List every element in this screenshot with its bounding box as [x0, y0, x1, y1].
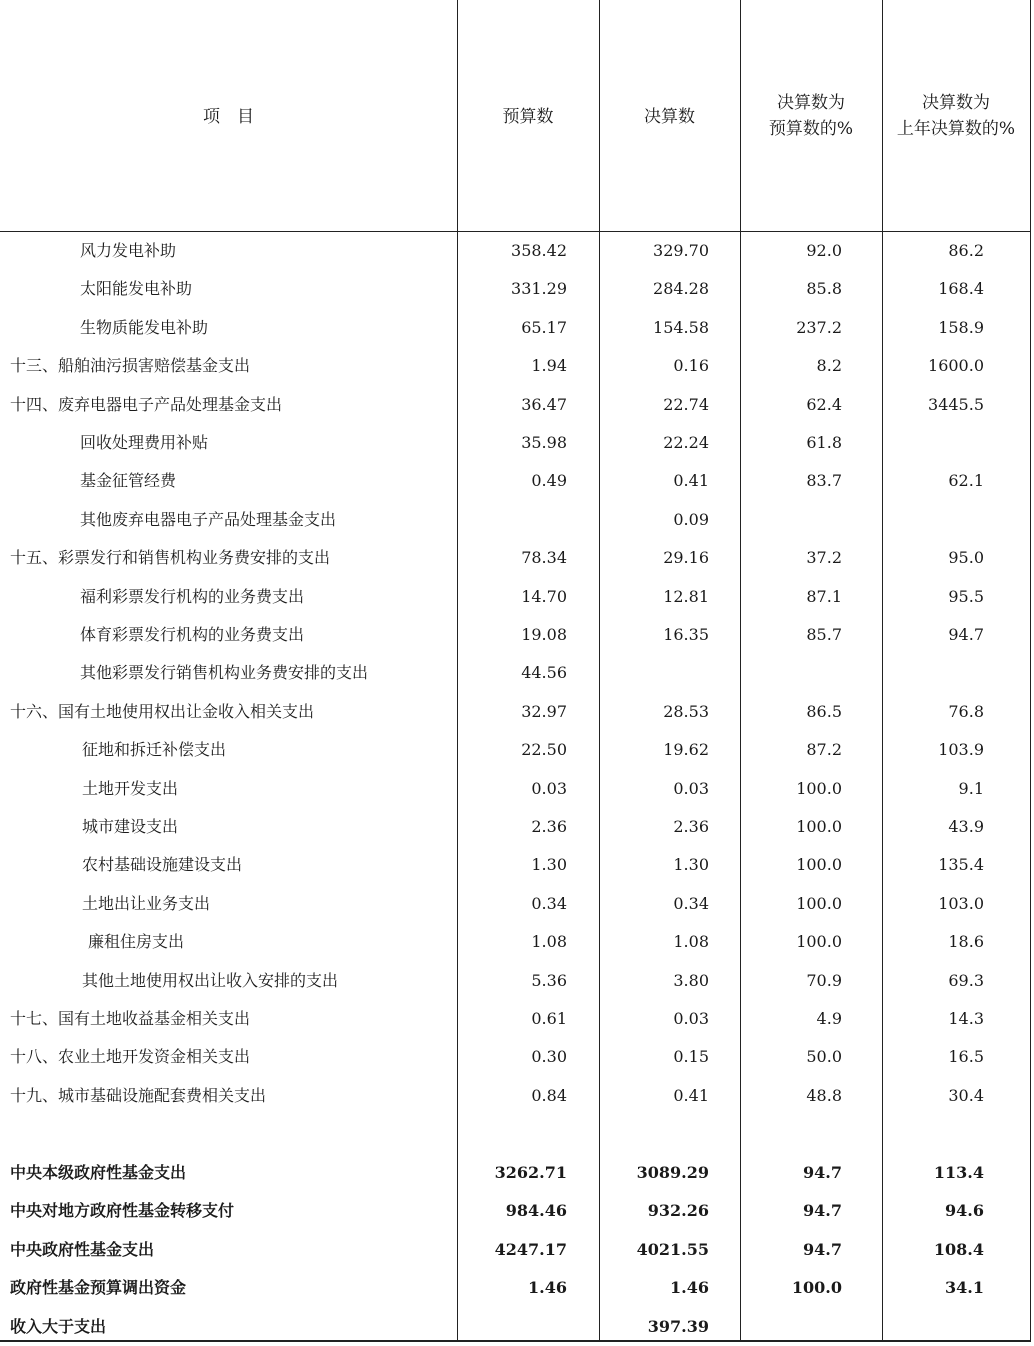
row-item-name: 政府性基金预算调出资金	[10, 1278, 187, 1298]
cell-final: 2.36	[673, 817, 709, 836]
cell-pct-last: 95.0	[948, 548, 984, 568]
cell-pct-last: 95.5	[948, 586, 984, 606]
cell-pct-budget: 87.1	[806, 586, 842, 606]
cell-final: 3089.29	[636, 1163, 709, 1182]
cell-pct-last: 62.1	[948, 471, 984, 491]
table-row	[0, 654, 1034, 692]
cell-budget: 358.42	[511, 241, 567, 260]
cell-pct-budget: 85.8	[806, 279, 842, 299]
header-pct-budget-line2: 预算数的%	[768, 119, 854, 139]
cell-final: 12.81	[663, 586, 709, 606]
row-item-name: 城市建设支出	[82, 817, 179, 836]
table-row	[0, 424, 1034, 462]
cell-final: 0.41	[673, 471, 709, 491]
cell-final: 0.16	[673, 356, 709, 376]
row-item-name: 回收处理费用补贴	[80, 433, 209, 452]
table-row	[0, 962, 1034, 1000]
cell-pct-last: 94.7	[948, 625, 984, 644]
cell-budget: 0.61	[531, 1009, 567, 1028]
row-item-name: 体育彩票发行机构的业务费支出	[80, 625, 305, 644]
row-item-name: 其他土地使用权出让收入安排的支出	[82, 970, 339, 990]
row-item-name: 其他彩票发行销售机构业务费安排的支出	[80, 663, 369, 683]
row-item-name: 十六、国有土地使用权出让金收入相关支出	[10, 701, 315, 721]
cell-budget: 0.49	[531, 471, 567, 491]
cell-pct-budget: 100.0	[796, 855, 842, 875]
row-item-name: 中央政府性基金支出	[10, 1239, 155, 1259]
cell-final: 0.03	[673, 778, 709, 798]
table-row	[0, 232, 1034, 270]
cell-pct-budget: 62.4	[806, 394, 842, 414]
cell-budget: 35.98	[521, 433, 567, 452]
cell-pct-last: 94.6	[945, 1201, 984, 1221]
cell-pct-last: 168.4	[938, 279, 984, 299]
cell-pct-last: 18.6	[948, 932, 984, 952]
cell-pct-budget: 4.9	[816, 1009, 842, 1028]
cell-pct-last	[882, 424, 984, 462]
cell-final: 397.39	[647, 1316, 709, 1336]
cell-pct-last	[882, 654, 984, 692]
row-item-name: 征地和拆迁补偿支出	[82, 740, 227, 760]
cell-final: 29.16	[663, 548, 709, 568]
cell-pct-budget: 100.0	[796, 817, 842, 836]
header-pct-budget	[740, 90, 882, 142]
row-item-name: 十五、彩票发行和销售机构业务费安排的支出	[10, 548, 331, 568]
cell-pct-budget: 48.8	[806, 1085, 842, 1105]
cell-final: 16.35	[663, 625, 709, 644]
table-row	[0, 885, 1034, 923]
header-item-label: 项 目	[203, 107, 254, 127]
cell-pct-budget: 37.2	[806, 548, 842, 568]
row-item-name: 十三、船舶油污损害赔偿基金支出	[10, 356, 251, 376]
table-row	[0, 270, 1034, 308]
cell-final: 0.34	[673, 893, 709, 913]
row-item-name: 土地开发支出	[82, 778, 179, 798]
cell-pct-budget	[740, 501, 842, 539]
total-row	[0, 1192, 1034, 1230]
row-item-name: 十七、国有土地收益基金相关支出	[10, 1009, 251, 1028]
cell-final: 3.80	[673, 970, 709, 990]
table-row	[0, 347, 1034, 385]
row-item-name: 中央本级政府性基金支出	[10, 1163, 187, 1182]
cell-final: 0.03	[673, 1009, 709, 1028]
cell-pct-budget: 50.0	[806, 1047, 842, 1067]
total-row	[0, 1154, 1034, 1192]
cell-final: 284.28	[653, 279, 709, 299]
table-row	[0, 693, 1034, 731]
cell-pct-budget: 61.8	[806, 433, 842, 452]
cell-pct-budget: 86.5	[806, 701, 842, 721]
row-item-name: 福利彩票发行机构的业务费支出	[80, 586, 305, 606]
cell-budget: 1.46	[528, 1278, 567, 1298]
cell-budget: 1.94	[531, 356, 567, 376]
cell-pct-budget: 237.2	[796, 317, 842, 337]
cell-budget: 32.97	[521, 701, 567, 721]
header-pct-last-line2: 上年决算数的%	[896, 119, 1016, 139]
cell-final: 28.53	[663, 701, 709, 721]
row-item-name: 风力发电补助	[80, 241, 177, 260]
cell-pct-last: 113.4	[933, 1163, 984, 1182]
cell-final: 1.46	[670, 1278, 709, 1298]
table-row	[0, 578, 1034, 616]
header-item	[0, 104, 457, 130]
row-item-name: 十九、城市基础设施配套费相关支出	[10, 1085, 267, 1105]
cell-pct-budget	[740, 1308, 842, 1346]
cell-budget: 4247.17	[494, 1239, 567, 1259]
row-item-name: 其他废弃电器电子产品处理基金支出	[80, 509, 337, 529]
cell-budget: 5.36	[531, 970, 567, 990]
cell-pct-budget: 8.2	[816, 356, 842, 376]
cell-budget: 331.29	[511, 279, 567, 299]
cell-budget: 44.56	[521, 663, 567, 683]
total-row	[0, 1308, 1034, 1346]
header-final-label: 决算数	[644, 107, 695, 127]
cell-final: 22.24	[663, 433, 709, 452]
cell-pct-last: 76.8	[948, 701, 984, 721]
header-final	[599, 104, 740, 130]
row-item-name: 十四、废弃电器电子产品处理基金支出	[10, 394, 283, 414]
cell-pct-budget: 83.7	[806, 471, 842, 491]
table-row	[0, 1000, 1034, 1038]
cell-final: 4021.55	[636, 1239, 709, 1259]
cell-pct-last: 108.4	[933, 1239, 984, 1259]
table-row	[0, 501, 1034, 539]
cell-pct-last: 158.9	[938, 317, 984, 337]
cell-pct-budget: 85.7	[806, 625, 842, 644]
cell-budget: 65.17	[521, 317, 567, 337]
cell-pct-last: 43.9	[948, 817, 984, 836]
cell-budget: 2.36	[531, 817, 567, 836]
cell-pct-last: 9.1	[958, 778, 984, 798]
cell-budget: 0.03	[531, 778, 567, 798]
cell-budget: 984.46	[505, 1201, 567, 1221]
table-row	[0, 770, 1034, 808]
cell-budget: 22.50	[521, 740, 567, 760]
header-pct-last-year	[882, 90, 1030, 142]
total-row	[0, 1269, 1034, 1307]
cell-pct-budget: 100.0	[791, 1278, 842, 1298]
cell-pct-last: 34.1	[945, 1278, 984, 1298]
cell-pct-budget: 87.2	[806, 740, 842, 760]
row-item-name: 基金征管经费	[80, 471, 177, 491]
cell-pct-budget: 94.7	[803, 1239, 842, 1259]
cell-final: 19.62	[663, 740, 709, 760]
table-row	[0, 616, 1034, 654]
cell-pct-last: 16.5	[948, 1047, 984, 1067]
cell-pct-budget	[740, 654, 842, 692]
cell-budget: 0.84	[531, 1085, 567, 1105]
cell-pct-budget: 100.0	[796, 893, 842, 913]
cell-budget: 0.34	[531, 893, 567, 913]
table-row	[0, 386, 1034, 424]
cell-budget: 1.08	[531, 932, 567, 952]
row-item-name: 土地出让业务支出	[82, 893, 211, 913]
cell-pct-last: 1600.0	[928, 356, 984, 376]
cell-final: 0.41	[673, 1085, 709, 1105]
table-row	[0, 309, 1034, 347]
row-item-name: 十八、农业土地开发资金相关支出	[10, 1047, 251, 1067]
cell-pct-last: 86.2	[948, 241, 984, 260]
row-item-name: 廉租住房支出	[88, 932, 185, 952]
cell-pct-last	[882, 501, 984, 539]
row-item-name: 太阳能发电补助	[80, 279, 193, 299]
cell-budget: 14.70	[521, 586, 567, 606]
cell-pct-last: 3445.5	[928, 394, 984, 414]
table-row	[0, 462, 1034, 500]
cell-budget: 1.30	[531, 855, 567, 875]
cell-budget: 0.30	[531, 1047, 567, 1067]
row-item-name: 生物质能发电补助	[80, 317, 209, 337]
cell-final: 1.08	[673, 932, 709, 952]
cell-budget	[457, 501, 567, 539]
row-item-name: 收入大于支出	[10, 1316, 107, 1336]
cell-pct-last: 103.9	[938, 740, 984, 760]
cell-pct-budget: 100.0	[796, 778, 842, 798]
cell-pct-budget: 94.7	[803, 1201, 842, 1221]
cell-pct-budget: 70.9	[806, 970, 842, 990]
cell-budget	[457, 1308, 567, 1346]
cell-pct-last: 135.4	[938, 855, 984, 875]
header-budget	[457, 104, 599, 130]
header-pct-last-line1: 决算数为	[922, 93, 990, 113]
table-row	[0, 1077, 1034, 1115]
table-row	[0, 846, 1034, 884]
cell-final: 0.15	[673, 1047, 709, 1067]
row-item-name: 农村基础设施建设支出	[82, 855, 243, 875]
cell-pct-last: 69.3	[948, 970, 984, 990]
table-row	[0, 539, 1034, 577]
header-pct-budget-line1: 决算数为	[777, 93, 845, 113]
cell-pct-last	[882, 1308, 984, 1346]
cell-budget: 36.47	[521, 394, 567, 414]
cell-budget: 19.08	[521, 625, 567, 644]
cell-pct-budget: 94.7	[803, 1163, 842, 1182]
cell-pct-budget: 100.0	[796, 932, 842, 952]
cell-final: 22.74	[663, 394, 709, 414]
cell-budget: 78.34	[521, 548, 567, 568]
cell-pct-last: 30.4	[948, 1085, 984, 1105]
cell-pct-last: 103.0	[938, 893, 984, 913]
cell-final: 154.58	[653, 317, 709, 337]
cell-pct-budget: 92.0	[806, 241, 842, 260]
row-item-name: 中央对地方政府性基金转移支付	[10, 1201, 235, 1221]
table-row	[0, 731, 1034, 769]
cell-budget: 3262.71	[494, 1163, 567, 1182]
table-row	[0, 923, 1034, 961]
cell-final: 932.26	[647, 1201, 709, 1221]
cell-final: 329.70	[653, 241, 709, 260]
cell-final	[599, 654, 709, 692]
table-row	[0, 1038, 1034, 1076]
cell-final: 0.09	[673, 509, 709, 529]
cell-pct-last: 14.3	[948, 1009, 984, 1028]
table-row	[0, 808, 1034, 846]
cell-final: 1.30	[673, 855, 709, 875]
header-budget-label: 预算数	[502, 107, 554, 127]
total-row	[0, 1231, 1034, 1269]
